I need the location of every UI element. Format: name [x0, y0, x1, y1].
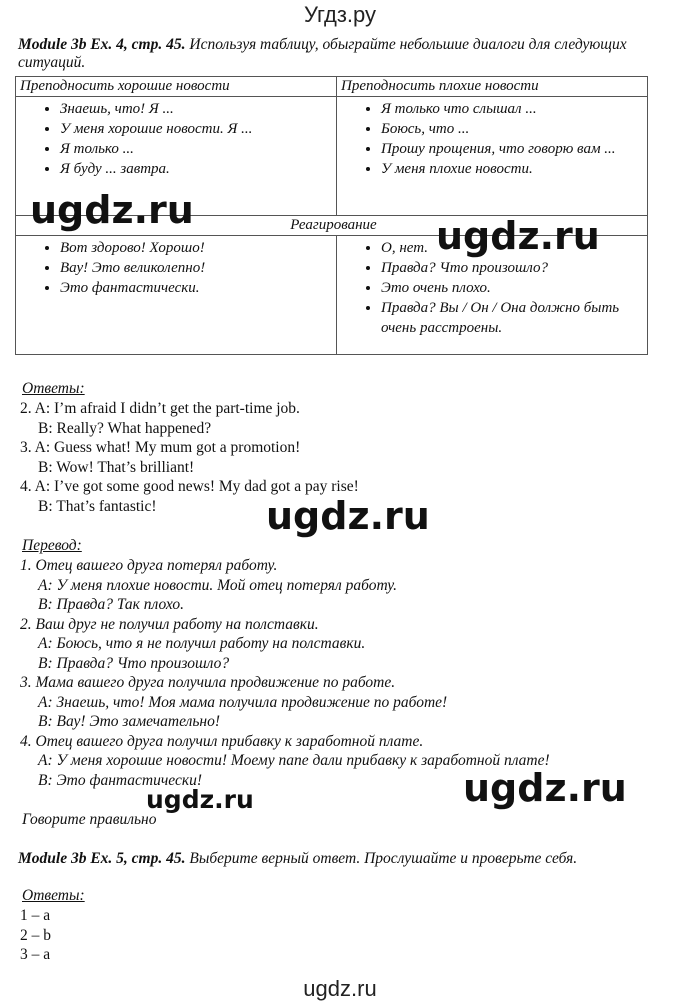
site-title[interactable]: Угдз.ру: [303, 2, 377, 27]
answers-label: Ответы:: [22, 380, 85, 397]
good-item: • Знаешь, что! Я ...: [60, 99, 336, 119]
watermark: ugdz.ru: [463, 766, 627, 810]
bad-item: • Я только что слышал ...: [381, 99, 647, 119]
answer-line: B: Wow! That’s brilliant!: [38, 458, 195, 476]
translation-line: 4. Отец вашего друга получил прибавку к заработной плате.: [20, 732, 424, 750]
translation-line: 3. Мама вашего друга получила продвижение по работе.: [20, 674, 396, 691]
answer2-line: 3 – a: [20, 946, 51, 963]
answer2-line: 2 – b: [20, 926, 51, 944]
bad-item: • Боюсь, что ...: [381, 119, 647, 139]
answers2-list: [20, 906, 51, 965]
translation-line: 1. Отец вашего друга потерял работу.: [20, 557, 278, 574]
good-item: • Я только ...: [60, 139, 336, 159]
watermark: ugdz.ru: [436, 214, 600, 258]
answer2-line: 1 – a: [20, 907, 51, 924]
answer-line: B: That’s fantastic!: [38, 497, 157, 515]
translation-line: A: У меня плохие новости. Мой отец потерял работу.: [38, 576, 398, 594]
watermark: ugdz.ru: [30, 188, 194, 232]
watermark: ugdz.ru: [266, 494, 430, 538]
react-item: • Это очень плохо.: [381, 278, 647, 298]
translation-line: B: Вау! Это замечательно!: [38, 713, 221, 730]
exercise-2-intro: [18, 849, 577, 869]
watermark: ugdz.ru: [146, 785, 254, 814]
answer-line: 4. A: I’ve got some good news! My dad got a pay rise!: [20, 478, 359, 495]
good-item: • У меня хорошие новости. Я ...: [60, 119, 336, 139]
exercise-2-task: Выберите верный ответ. Прослушайте и проверьте себя.: [185, 850, 578, 867]
good-news-header: Преподносить хорошие новости: [16, 77, 337, 97]
translation-line: 2. Ваш друг не получил работу на полставки.: [20, 615, 319, 633]
answer-line: B: Really? What happened?: [38, 419, 212, 437]
react-header: Реагирование: [16, 216, 648, 236]
translation-label: Перевод:: [22, 537, 82, 554]
react-item: • Правда? Вы / Он / Она должно быть очень расстроены.: [381, 298, 647, 338]
translation-line: A: У меня хорошие новости! Моему папе дали прибавку к заработной плате!: [38, 752, 550, 769]
translation-line: A: Боюсь, что я не получил работу на полставки.: [38, 635, 366, 652]
react-item: • Правда? Что произошло?: [381, 258, 647, 278]
answer-line: 2. A: I’m afraid I didn’t get the part-time job.: [20, 400, 300, 417]
react-item: • Вау! Это великолепно!: [60, 258, 336, 278]
bad-news-header: Преподносить плохие новости: [337, 77, 648, 97]
exercise-1-task: Используя таблицу, обыграйте небольшие диалоги для следующих ситуаций.: [18, 36, 627, 71]
speak-correctly: Говорите правильно: [22, 811, 157, 828]
exercise-2-ref: Module 3b Ex. 5, стр. 45.: [18, 850, 186, 867]
react-item: • О, нет.: [381, 238, 647, 258]
translation-line: B: Правда? Так плохо.: [38, 596, 185, 613]
react-item: • Вот здорово! Хорошо!: [60, 238, 336, 258]
translation-line: B: Это фантастически!: [38, 771, 202, 789]
bad-item: • Прошу прощения, что говорю вам ...: [381, 139, 647, 159]
good-item: • Я буду ... завтра.: [60, 159, 336, 179]
answer-line: 3. A: Guess what! My mum got a promotion!: [20, 439, 301, 456]
translation-list: [20, 556, 550, 790]
exercise-1-ref: Module 3b Ex. 4, стр. 45.: [18, 36, 186, 53]
bad-news-cell: [337, 97, 648, 216]
react-left-cell: [16, 236, 337, 355]
footer-link[interactable]: ugdz.ru: [303, 976, 377, 1001]
answers2-label: Ответы:: [22, 887, 85, 904]
translation-line: B: Правда? Что произошло?: [38, 654, 230, 672]
bad-item: • У меня плохие новости.: [381, 159, 647, 179]
translation-line: A: Знаешь, что! Моя мама получила продвижение по работе!: [38, 693, 448, 711]
exercise-1-intro: [18, 36, 658, 72]
react-item: • Это фантастически.: [60, 278, 336, 298]
